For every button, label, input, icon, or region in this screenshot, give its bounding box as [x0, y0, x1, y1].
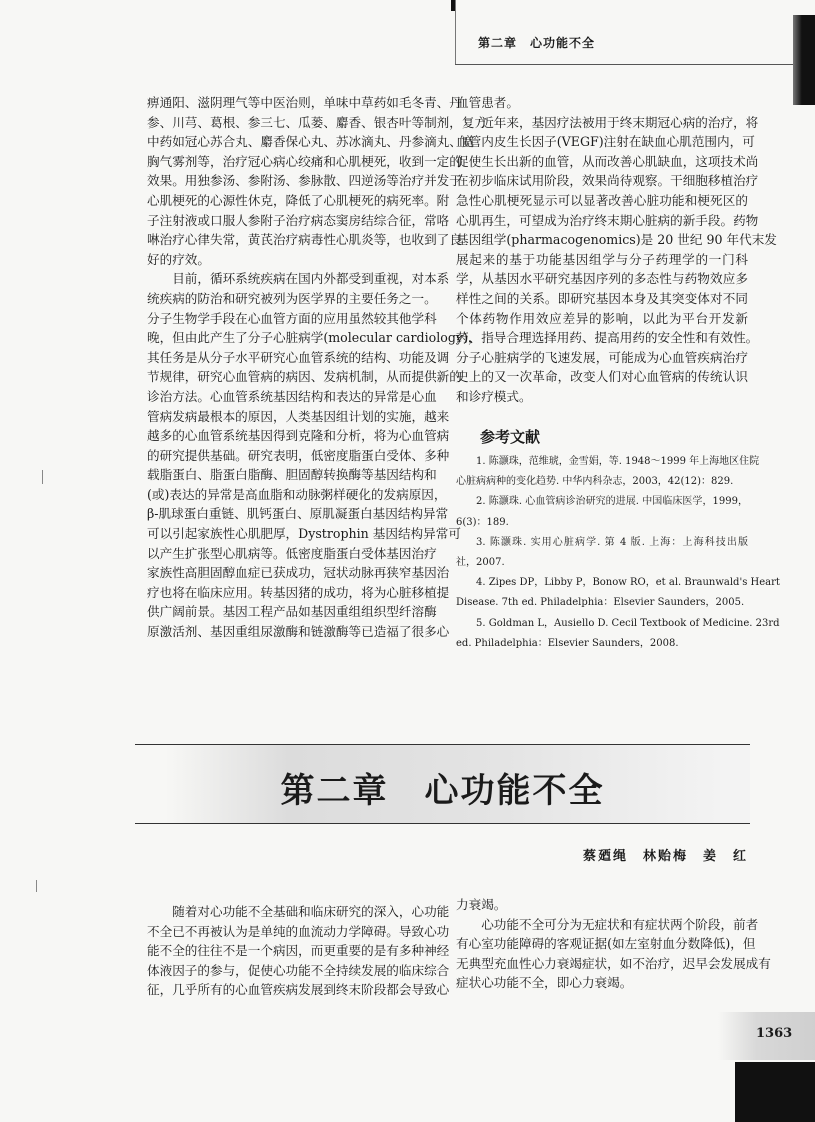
text-line: 学，从基因水平研究基因序列的多态性与药物效应多	[456, 271, 748, 287]
text-line: 药、指导合理选择用药、提高用药的安全性和有效性。	[456, 330, 759, 346]
reference-item	[456, 573, 780, 613]
text-line: 在初步临床试用阶段，效果尚待观察。干细胞移植治疗	[456, 173, 759, 189]
scan-mark	[42, 470, 43, 484]
text-line: 心功能不全可分为无症状和有症状两个阶段，前者	[481, 916, 759, 932]
text-line: 子注射液或口服人参附子治疗病态窦房结综合征，常咯	[147, 212, 450, 228]
chapter-title: 第二章 心功能不全	[280, 771, 605, 811]
text-line: 疗也将在临床应用。转基因猪的成功，将为心脏移植提	[147, 584, 450, 600]
text-line: 目前，循环系统疾病在国内外都受到重视，对本系	[172, 271, 450, 287]
text-line: 基因组学(pharmacogenomics)是 20 世纪 90 年代末发	[456, 232, 777, 248]
text-line: 供广阔前景。基因工程产品如基因重组组织型纤溶酶	[147, 604, 437, 620]
text-line: 啉治疗心律失常，黄芪治疗病毒性心肌炎等，也收到了良	[147, 232, 462, 248]
chapter-left-column	[147, 902, 450, 1000]
chapter-banner	[135, 744, 750, 824]
reference-item	[456, 614, 780, 654]
text-line: 史上的又一次革命，改变人们对心血管病的传统认识	[456, 369, 748, 385]
references-list	[456, 452, 780, 654]
text-line: 效果。用独参汤、参附汤、参脉散、四逆汤等治疗并发于	[147, 173, 462, 189]
text-line: 近年来，基因疗法被用于终末期冠心病的治疗，将	[481, 114, 759, 130]
page-number: 1363	[756, 1026, 793, 1041]
reference-item	[456, 492, 748, 532]
text-line: 和诊疗模式。	[456, 388, 532, 404]
text-line: 随着对心功能不全基础和临床研究的深入，心功能	[172, 904, 450, 919]
text-line: 统疾病的防治和研究被列为医学界的主要任务之一。	[147, 290, 437, 306]
reference-line: 社，2007.	[456, 556, 505, 568]
reference-line: 5. Goldman L，Ausiello D. Cecil Textbook of Medicine. 23rd	[476, 617, 780, 629]
text-line: 能不全的往往不是一个病因，而更重要的是有多种神经	[147, 943, 450, 959]
reference-line: Disease. 7th ed. Philadelphia：Elsevier Saunders，2005.	[456, 597, 745, 609]
text-line: 其任务是从分子水平研究心血管系统的结构、功能及调	[147, 349, 450, 365]
text-line: 心肌再生，可望成为治疗终末期心脏病的新手段。药物	[456, 212, 759, 228]
reference-line: 1. 陈灏珠，范维琥，金雪娟，等. 1948～1999 年上海地区住院	[476, 456, 760, 467]
text-line: 不全已不再被认为是单纯的血流动力学障碍。导致心功	[147, 923, 450, 939]
text-line: 家族性高胆固醇血症已获成功，冠状动脉再狭窄基因治	[147, 565, 450, 581]
running-header: 第二章 心功能不全	[478, 36, 596, 50]
text-line: 参、川芎、葛根、参三七、瓜蒌、麝香、银杏叶等制剂，复方	[147, 114, 488, 130]
text-line: 促使生长出新的血管，从而改善心肌缺血，这项技术尚	[456, 153, 759, 169]
text-line: 诊治方法。心血管系统基因结构和表达的异常是心血	[147, 388, 437, 404]
reference-item	[456, 533, 748, 573]
text-line: 的研究提供基础。研究表明，低密度脂蛋白受体、多种	[147, 447, 450, 463]
text-line: 有心室功能障碍的客观证据(如左室射血分数降低)，但	[456, 936, 756, 952]
text-line: 样性之间的关系。即研究基因本身及其突变体对不同	[456, 290, 748, 306]
scan-corner-shadow	[735, 1062, 815, 1122]
scan-mark	[36, 880, 37, 892]
text-line: 体液因子的参与，促使心功能不全持续发展的临床综合	[147, 962, 450, 978]
text-line: 中药如冠心苏合丸、麝香保心丸、苏冰滴丸、丹参滴丸、宽	[147, 134, 475, 150]
text-line: 原激活剂、基因重组尿激酶和链激酶等已造福了很多心	[147, 624, 450, 640]
text-line: 个体药物作用效应差异的影响，以此为平台开发新	[456, 310, 748, 326]
header-rule	[455, 64, 800, 65]
text-line: 好的疗效。	[147, 251, 210, 267]
text-line: 可以引起家族性心肌肥厚，Dystrophin 基因结构异常可	[147, 526, 461, 542]
reference-line: 6(3)：189.	[456, 516, 509, 528]
text-line: 分子生物学手段在心血管方面的应用虽然较其他学科	[147, 310, 437, 326]
text-line: 急性心肌梗死显示可以显著改善心脏功能和梗死区的	[456, 192, 748, 208]
text-line: 展起来的基于功能基因组学与分子药理学的一门科	[456, 251, 748, 267]
text-line: 节规律，研究心血管病的病因、发病机制，从而提供新的	[147, 369, 462, 385]
header-divider-vertical	[455, 0, 456, 64]
text-line: 症状心功能不全，即心力衰竭。	[456, 975, 633, 991]
reference-line: 心脏病病种的变化趋势. 中华内科杂志，2003，42(12)：829.	[456, 476, 734, 488]
reference-line: ed. Philadelphia：Elsevier Saunders，2008.	[456, 637, 679, 649]
text-line: 晚，但由此产生了分子心脏病学(molecular cardiology)，	[147, 330, 481, 346]
scan-edge-shadow	[793, 15, 815, 105]
reference-line: 4. Zipes DP，Libby P，Bonow RO，et al. Braunwald's Heart	[476, 577, 780, 589]
chapter-right-column	[456, 895, 771, 993]
text-line: 无典型充血性心力衰竭症状，如不治疗，迟早会发展成有	[456, 955, 771, 971]
text-line: 心肌梗死的心源性休克，降低了心肌梗死的病死率。附	[147, 192, 450, 208]
text-line: 越多的心血管系统基因得到克隆和分析，将为心血管病	[147, 428, 450, 444]
references-heading: 参考文献	[480, 428, 541, 446]
text-line: 血管患者。	[456, 95, 519, 110]
text-line: 征，几乎所有的心血管疾病发展到终末阶段都会导致心	[147, 982, 450, 998]
text-line: 分子心脏病学的飞速发展，可能成为心血管疾病治疗	[456, 349, 748, 365]
text-line: 血管内皮生长因子(VEGF)注射在缺血心肌范围内，可	[456, 134, 755, 150]
right-column	[456, 93, 777, 407]
reference-item	[456, 452, 760, 492]
chapter-authors: 蔡廼绳 林贻梅 姜 红	[582, 849, 748, 864]
text-line: 载脂蛋白、脂蛋白脂酶、胆固醇转换酶等基因结构和	[147, 467, 437, 483]
text-line: 管病发病最根本的原因，人类基因组计划的实施，越来	[147, 408, 450, 424]
reference-line: 2. 陈灏珠. 心血管病诊治研究的进展. 中国临床医学，1999，	[476, 496, 748, 508]
text-line: β-肌球蛋白重链、肌钙蛋白、原肌凝蛋白基因结构异常	[147, 506, 449, 522]
text-line: 力衰竭。	[456, 897, 507, 912]
reference-line: 3. 陈灏珠. 实用心脏病学. 第 4 版. 上海：上海科技出版	[476, 536, 748, 548]
text-line: 胸气雾剂等，治疗冠心病心绞痛和心肌梗死，收到一定的	[147, 153, 462, 169]
text-line: 以产生扩张型心肌病等。低密度脂蛋白受体基因治疗	[147, 545, 437, 561]
text-line: 痹通阳、滋阴理气等中医治则，单味中草药如毛冬青、丹	[147, 95, 462, 110]
text-line: (或)表达的异常是高血脂和动脉粥样硬化的发病原因，	[147, 486, 447, 502]
